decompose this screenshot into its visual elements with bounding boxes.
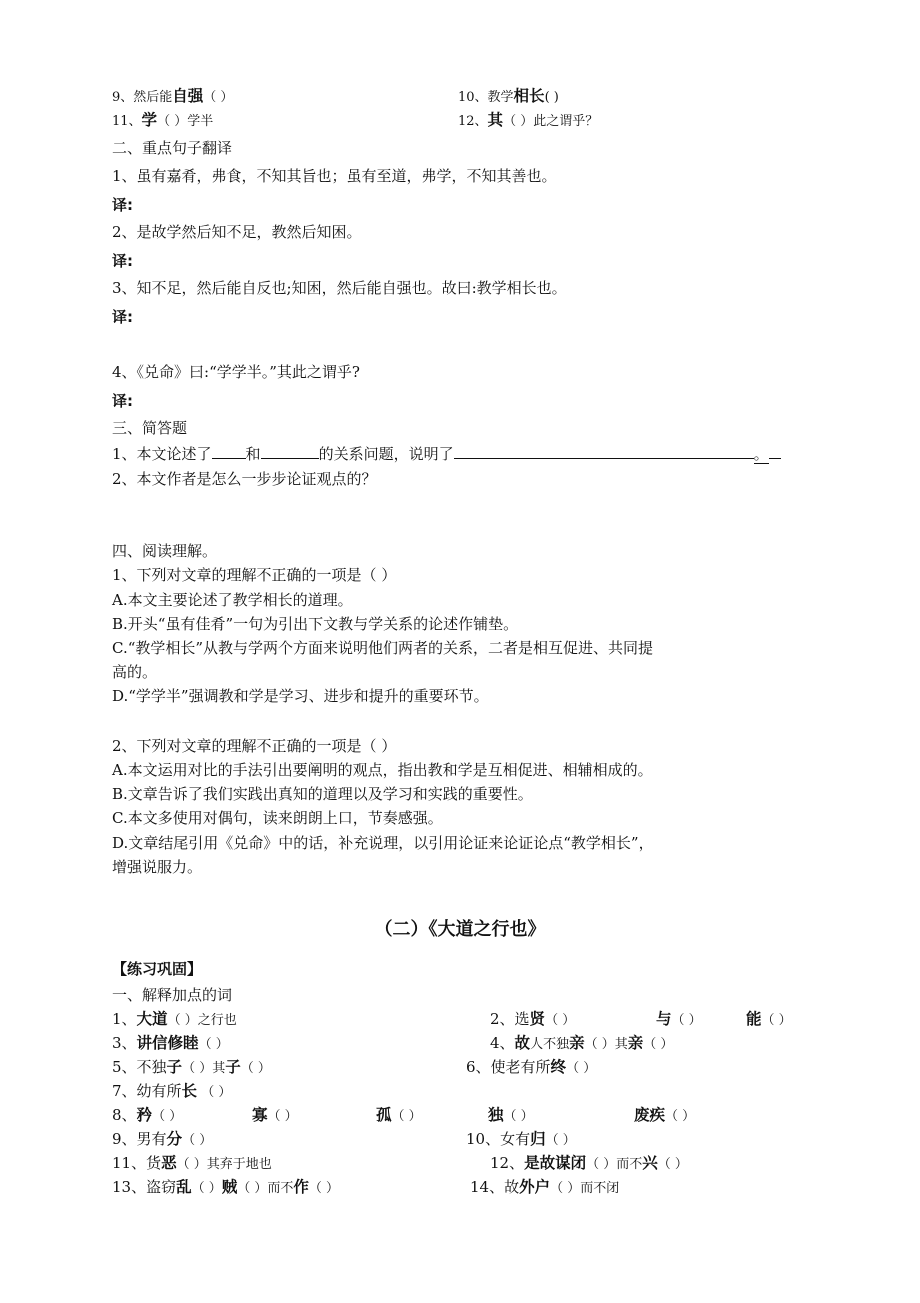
vocab2-item: 3、讲信修睦（ ） — [112, 1034, 229, 1052]
practice-heading: 【练习巩固】 — [112, 960, 203, 978]
short-answer-q2: 2、本文作者是怎么一步步论证观点的？ — [112, 470, 377, 488]
vocab2-item: 与（ ） — [656, 1010, 702, 1028]
reading-q2-option-d-cont: 增强说服力。 — [112, 858, 203, 876]
vocab2-item: 5、不独子（ ）其子（ ） — [112, 1058, 271, 1076]
vocab-q10: 10、教学相长( ) — [458, 87, 559, 105]
reading-q1-option-d: D.“学学半”强调教和学是学习、进步和提升的重要环节。 — [112, 687, 489, 705]
reading-q2-option-a: A.本文运用对比的手法引出要阐明的观点，指出教和学是互相促进、相辅相成的。 — [112, 761, 653, 779]
reading-q1: 1、下列对文章的理解不正确的一项是（ ） — [112, 566, 397, 584]
section3-heading: 三、简答题 — [112, 419, 188, 437]
sentence-4: 4、《兑命》曰:“学学半。”其此之谓乎? — [112, 363, 360, 381]
vocab2-item: 9、男有分（ ） — [112, 1130, 213, 1148]
reading-q1-option-c: C.“教学相长”从教与学两个方面来说明他们两者的关系，二者是相互促进、共同提 — [112, 639, 654, 657]
vocab2-item: 孤（ ） — [376, 1106, 422, 1124]
vocab2-item: 独（ ） — [488, 1106, 534, 1124]
section2-heading: 二、重点句子翻译 — [112, 139, 233, 157]
vocab2-item: 12、是故谋闭（ ）而不兴（ ） — [490, 1154, 688, 1172]
vocab2-item: 2、选贤（ ） — [490, 1010, 576, 1028]
vocab2-item: 1、大道（ ）之行也 — [112, 1010, 237, 1028]
reading-q2-option-b: B.文章告诉了我们实践出真知的道理以及学习和实践的重要性。 — [112, 785, 533, 803]
vocab-q12: 12、其（ ）此之谓乎？ — [458, 111, 599, 129]
blank-3[interactable] — [454, 444, 754, 459]
vocab2-item: 11、货恶（ ）其弃于地也 — [112, 1154, 272, 1172]
section4-heading: 四、阅读理解。 — [112, 542, 218, 560]
part2-title: （二）《大道之行也》 — [374, 919, 546, 940]
vocab2-item: 14、故外户（ ）而不闭 — [470, 1178, 620, 1196]
part2-heading: 一、解释加点的词 — [112, 986, 233, 1004]
reading-q1-option-a: A.本文主要论述了教学相长的道理。 — [112, 591, 353, 609]
sentence-2: 2、是故学然后知不足，教然后知困。 — [112, 223, 362, 241]
sentence-3: 3、知不足，然后能自反也;知困，然后能自强也。故曰:教学相长也。 — [112, 279, 567, 297]
vocab-q11: 11、学（ ）学半 — [112, 111, 214, 129]
vocab2-item: 7、幼有所长 （ ） — [112, 1082, 232, 1100]
vocab2-item: 4、故人不独亲（ ）其亲（ ） — [490, 1034, 674, 1052]
blank-2[interactable] — [261, 444, 319, 459]
reading-q2-option-d: D.文章结尾引用《兑命》中的话，补充说理，以引用论证来论证论点“教学相长”， — [112, 834, 654, 852]
short-answer-q1: 1、本文论述了 和 的关系问题，说明了 。 — [112, 444, 781, 464]
reading-q2-option-c: C.本文多使用对偶句，读来朗朗上口，节奏感强。 — [112, 809, 443, 827]
translate-label-1: 译: — [112, 196, 133, 214]
vocab2-item: 6、使老有所终（ ） — [466, 1058, 597, 1076]
vocab2-item: 废疾（ ） — [634, 1106, 696, 1124]
sentence-1: 1、虽有嘉肴，弗食，不知其旨也；虽有至道，弗学，不知其善也。 — [112, 167, 557, 185]
blank-1[interactable] — [212, 444, 246, 459]
vocab2-item: 13、盗窃乱（ ）贼（ ）而不作（ ） — [112, 1178, 340, 1196]
reading-q2: 2、下列对文章的理解不正确的一项是（ ） — [112, 737, 397, 755]
reading-q1-option-b: B.开头“虽有佳肴”一句为引出下文教与学关系的论述作铺垫。 — [112, 615, 519, 633]
vocab2-item: 能（ ） — [746, 1010, 792, 1028]
vocab2-item: 10、女有归（ ） — [466, 1130, 576, 1148]
translate-label-3: 译: — [112, 308, 133, 326]
vocab2-item: 8、矜（ ） — [112, 1106, 183, 1124]
vocab-q9: 9、然后能自强（ ） — [112, 87, 234, 105]
translate-label-2: 译: — [112, 252, 133, 270]
translate-label-4: 译: — [112, 392, 133, 410]
vocab2-item: 寡（ ） — [252, 1106, 298, 1124]
reading-q1-option-c-cont: 高的。 — [112, 663, 158, 681]
